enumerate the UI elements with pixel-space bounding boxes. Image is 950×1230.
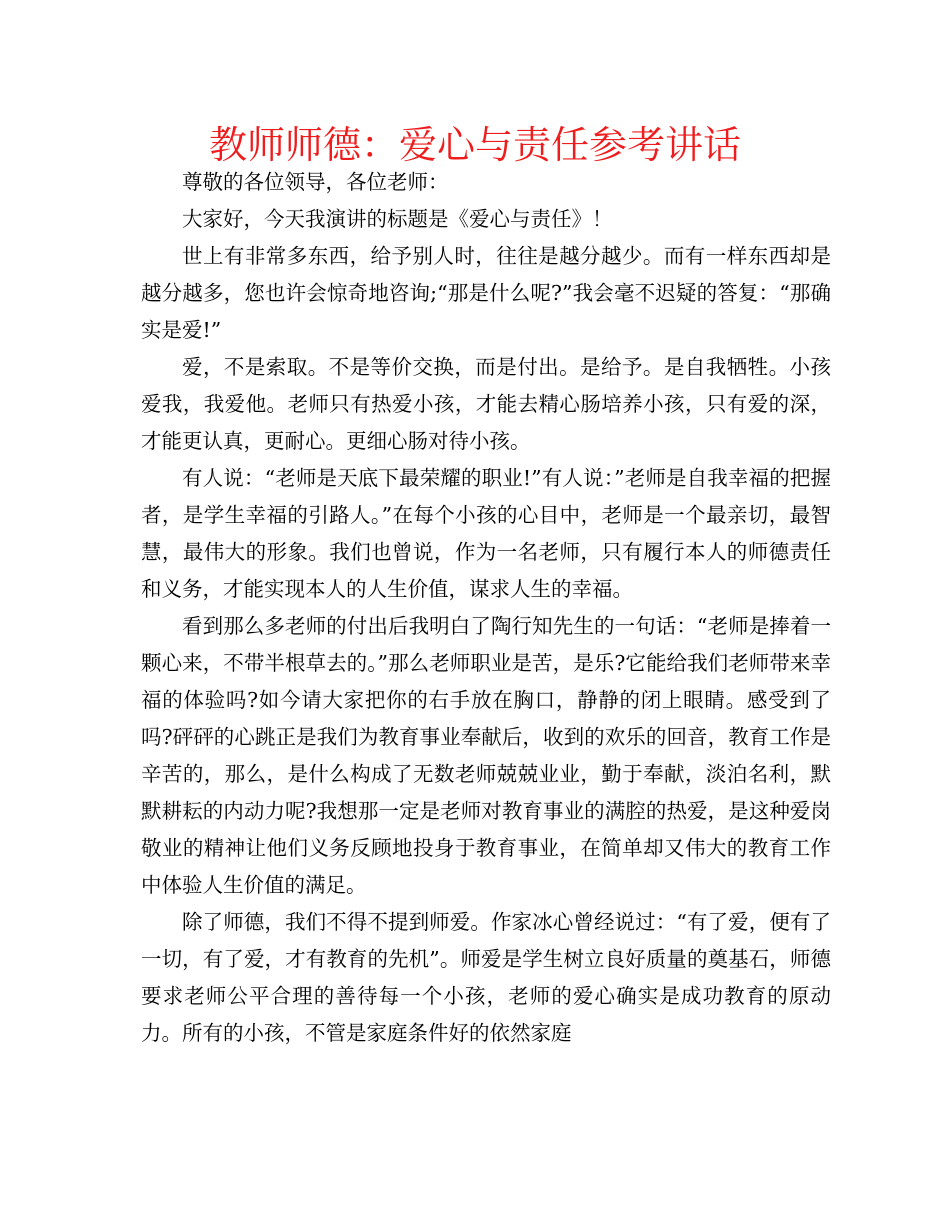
greeting-paragraph: 大家好，今天我演讲的标题是《爱心与责任》！ — [182, 207, 613, 231]
body-paragraph: 有人说：“老师是天底下最荣耀的职业!”有人说：”老师是自我幸福的把握者，是学生幸福的引路人。”在每个小孩的心目中，老师是一个最亲切，最智慧，最伟大的形象。我们也曾说，作为一名老师，只有履行本人的师德责任和义务，才能实现本人的人生价值，谋求人生的幸福。 — [141, 466, 831, 601]
body-paragraph: 看到那么多老师的付出后我明白了陶行知先生的一句话：“老师是捧着一颗心来，不带半根草去的。”那么老师职业是苦，是乐?它能给我们老师带来幸福的体验吗?如今请大家把你的右手放在胸口，静静的闭上眼睛。感受到了吗?砰砰的心跳正是我们为教育事业奉献后，收到的欢乐的回音，教育工作是辛苦的，那么，是什么构成了无数老师兢兢业业，勤于奉献，淡泊名利，默默耕耘的内动力呢?我想那一定是老师对教育事业的满腔的热爱，是这种爱岗敬业的精神让他们义务反顾地投身于教育事业，在简单却又伟大的教育工作中体验人生价值的满足。 — [141, 614, 831, 897]
body-paragraph: 除了师德，我们不得不提到师爱。作家冰心曾经说过：“有了爱，便有了一切，有了爱，才有教育的先机”。师爱是学生树立良好质量的奠基石，师德要求老师公平合理的善待每一个小孩，老师的爱心确实是成功教育的原动力。所有的小孩，不管是家庭条件好的依然家庭 — [141, 910, 831, 1045]
document-title: 教师师德：爱心与责任参考讲话 — [208, 123, 741, 167]
salutation-paragraph: 尊敬的各位领导，各位老师： — [182, 170, 449, 194]
body-paragraph: 世上有非常多东西，给予别人时，往往是越分越少。而有一样东西却是越分越多，您也许会惊奇地咨询;“那是什么呢?”我会毫不迟疑的答复：“那确实是爱!” — [141, 244, 831, 342]
body-paragraph: 爱，不是索取。不是等价交换，而是付出。是给予。是自我牺牲。小孩爱我，我爱他。老师只有热爱小孩，才能去精心肠培养小孩，只有爱的深，才能更认真，更耐心。更细心肠对待小孩。 — [141, 355, 831, 453]
document-body — [141, 164, 831, 1052]
